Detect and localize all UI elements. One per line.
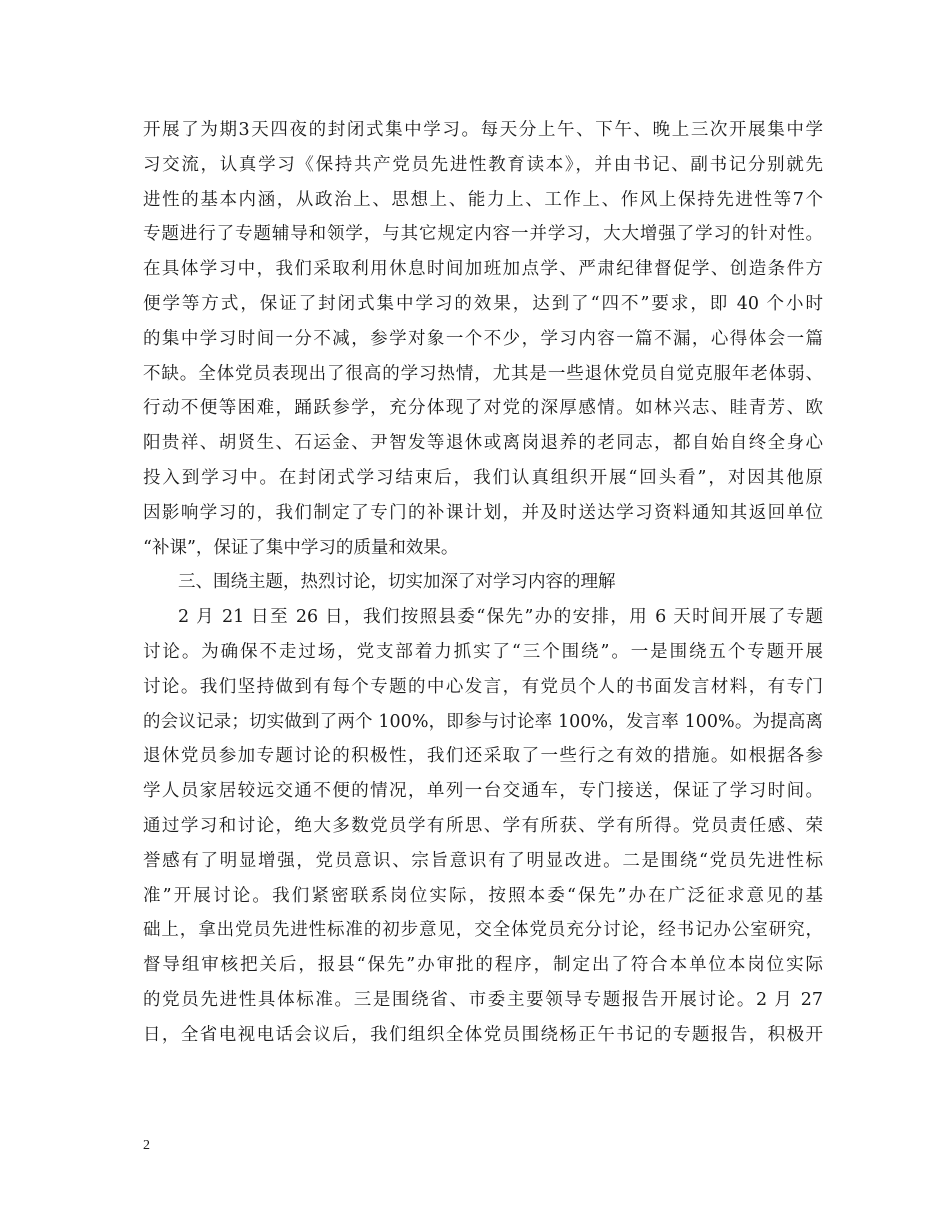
text-line: 督导组审核把关后，报县“保先”办审批的程序，制定出了符合本单位本岗位实际 — [143, 955, 823, 976]
paragraph-start-line: 2 月 21 日至 26 日，我们按照县委“保先”办的安排，用 6 天时间开展了专题 — [178, 607, 823, 628]
text-line: 投入到学习中。在封闭式学习结束后，我们认真组织开展“回头看”，对因其他原 — [143, 467, 823, 488]
text-line: 础上，拿出党员先进性标准的初步意见，交全体党员充分讨论，经书记办公室研究， — [143, 920, 823, 941]
text-line: 不缺。全体党员表现出了很高的学习热情，尤其是一些退休党员自觉克服年老体弱、 — [143, 363, 823, 384]
text-line: 行动不便等困难，踊跃参学，充分体现了对党的深厚感情。如林兴志、眭青芳、欧 — [143, 398, 823, 419]
text-line: 讨论。我们坚持做到有每个专题的中心发言，有党员个人的书面发言材料，有专门 — [143, 676, 823, 697]
text-line: 习交流，认真学习《保持共产党员先进性教育读本》，并由书记、副书记分别就先 — [143, 154, 823, 175]
text-line: 在具体学习中，我们采取利用休息时间加班加点学、严肃纪律督促学、创造条件方 — [143, 259, 823, 280]
text-line: 通过学习和讨论，绝大多数党员学有所思、学有所获、学有所得。党员责任感、荣 — [143, 815, 823, 836]
text-line: 因影响学习的，我们制定了专门的补课计划，并及时送达学习资料通知其返回单位 — [143, 502, 823, 523]
text-line: 开展了为期3天四夜的封闭式集中学习。每天分上午、下午、晚上三次开展集中学 — [143, 120, 823, 140]
text-line: 讨论。为确保不走过场，党支部着力抓实了“三个围绕”。一是围绕五个专题开展 — [143, 641, 823, 662]
text-line: 便学等方式，保证了封闭式集中学习的效果，达到了“四不”要求，即 40 个小时 — [143, 293, 823, 314]
text-line: 专题进行了专题辅导和领学，与其它规定内容一并学习，大大增强了学习的针对性。 — [143, 224, 823, 245]
text-line: 的会议记录；切实做到了两个 100%，即参与讨论率 100%，发言率 100%。为提高离 — [143, 711, 823, 732]
document-body — [143, 113, 823, 1053]
page-number: 2 — [143, 1138, 150, 1153]
text-line: 的集中学习时间一分不减，参学对象一个不少，学习内容一篇不漏，心得体会一篇 — [143, 328, 823, 349]
text-line: 的党员先进性具体标准。三是围绕省、市委主要领导专题报告开展讨论。2 月 27 — [143, 989, 823, 1010]
text-line: 日，全省电视电话会议后，我们组织全体党员围绕杨正午书记的专题报告，积极开 — [143, 1024, 823, 1045]
text-line: 誉感有了明显增强，党员意识、宗旨意识有了明显改进。二是围绕“党员先进性标 — [143, 850, 823, 871]
paragraph-end-line: “补课”，保证了集中学习的质量和效果。 — [143, 537, 459, 558]
text-line: 进性的基本内涵，从政治上、思想上、能力上、工作上、作风上保持先进性等7个 — [143, 189, 823, 210]
text-line: 学人员家居较远交通不便的情况，单列一台交通车，专门接送，保证了学习时间。 — [143, 781, 823, 802]
text-line: 阳贵祥、胡贤生、石运金、尹智发等退休或离岗退养的老同志，都自始自终全身心 — [143, 433, 823, 454]
text-line: 准”开展讨论。我们紧密联系岗位实际，按照本委“保先”办在广泛征求意见的基 — [143, 885, 823, 906]
text-line: 退休党员参加专题讨论的积极性，我们还采取了一些行之有效的措施。如根据各参 — [143, 746, 823, 767]
section-heading: 三、围绕主题，热烈讨论，切实加深了对学习内容的理解 — [178, 572, 616, 593]
